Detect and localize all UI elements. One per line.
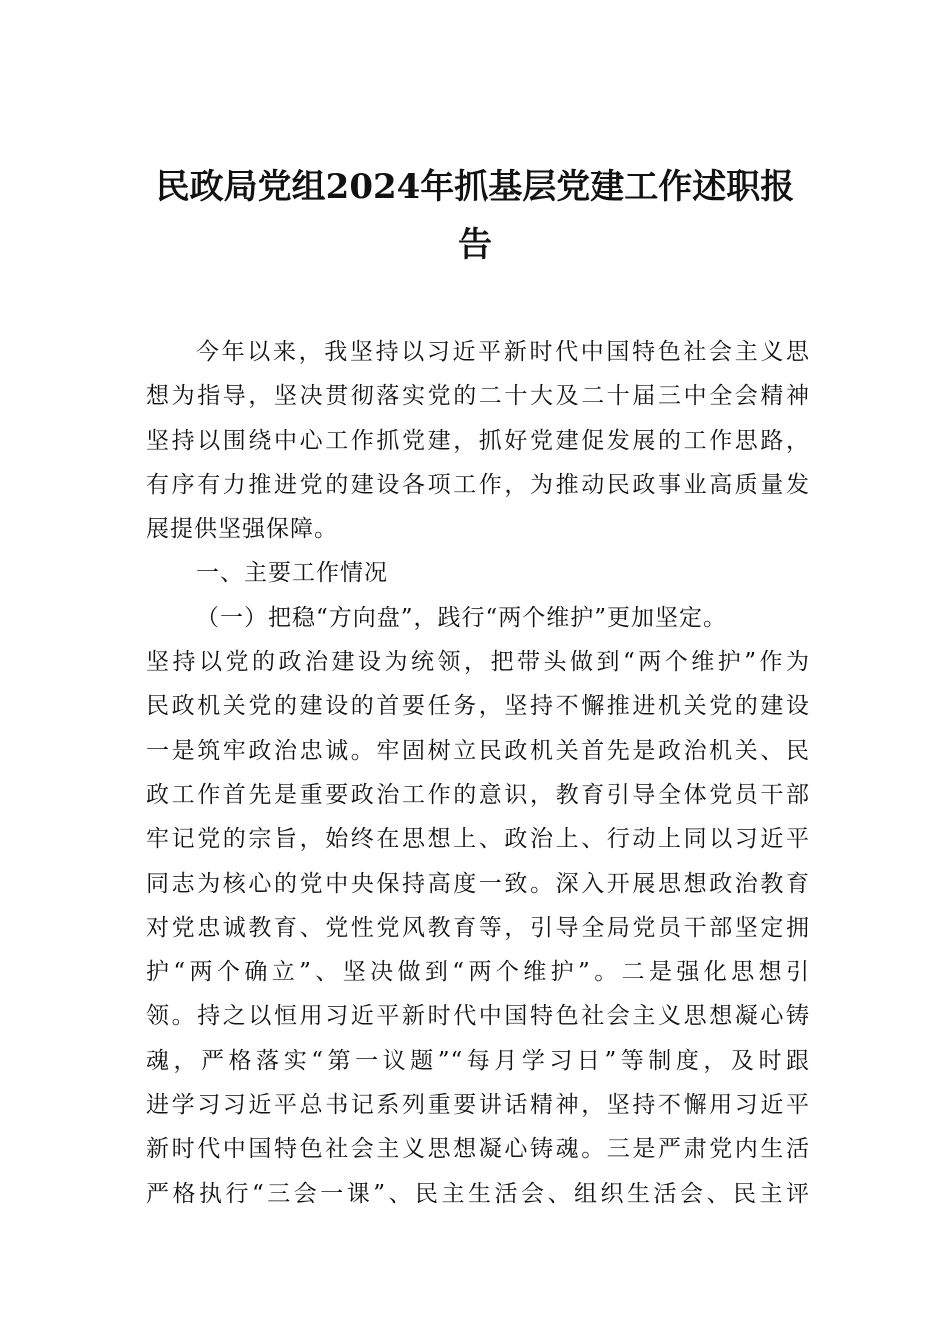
paragraph-line: 民政机关党的建设的首要任务，坚持不懈推进机关党的建设 xyxy=(146,693,810,720)
paragraph-line: 展提供坚强保障。 xyxy=(146,516,338,543)
paragraph-line: 护“两个确立”、坚决做到“两个维护”。二是强化思想引 xyxy=(146,959,810,986)
paragraph-line: 坚持以围绕中心工作抓党建，抓好党建促发展的工作思路， xyxy=(146,427,810,454)
section-heading: 一、主要工作情况 xyxy=(196,560,388,587)
paragraph-line: 严格执行“三会一课”、民主生活会、组织生活会、民主评 xyxy=(146,1180,810,1207)
subsection-heading: （一）把稳“方向盘”，践行“两个维护”更加坚定。 xyxy=(196,604,728,631)
paragraph-line: 政工作首先是重要政治工作的意识，教育引导全体党员干部 xyxy=(146,781,810,808)
paragraph-line: 想为指导，坚决贯彻落实党的二十大及二十届三中全会精神 xyxy=(146,383,810,410)
paragraph-line: 领。持之以恒用习近平新时代中国特色社会主义思想凝心铸 xyxy=(146,1003,810,1030)
document-title xyxy=(140,158,810,274)
title-line: 民政局党组2024年抓基层党建工作述职报 xyxy=(155,167,795,207)
paragraph-line: 今年以来，我坚持以习近平新时代中国特色社会主义思 xyxy=(196,339,810,365)
paragraph-line: 新时代中国特色社会主义思想凝心铸魂。三是严肃党内生活 xyxy=(146,1136,810,1163)
paragraph-line: 对党忠诚教育、党性党风教育等，引导全局党员干部坚定拥 xyxy=(146,914,810,941)
title-line: 告 xyxy=(458,225,492,265)
paragraph-line: 坚持以党的政治建设为统领，把带头做到“两个维护”作为 xyxy=(146,649,810,676)
paragraph-line: 有序有力推进党的建设各项工作，为推动民政事业高质量发 xyxy=(146,471,810,498)
paragraph-line: 一是筑牢政治忠诚。牢固树立民政机关首先是政治机关、民 xyxy=(146,737,810,764)
paragraph-line: 同志为核心的党中央保持高度一致。深入开展思想政治教育 xyxy=(146,870,810,897)
document-body xyxy=(146,330,810,1216)
paragraph-line: 魂，严格落实“第一议题”“每月学习日”等制度，及时跟 xyxy=(146,1047,810,1074)
paragraph-line: 进学习习近平总书记系列重要讲话精神，坚持不懈用习近平 xyxy=(146,1092,810,1119)
paragraph-line: 牢记党的宗旨，始终在思想上、政治上、行动上同以习近平 xyxy=(146,826,810,853)
